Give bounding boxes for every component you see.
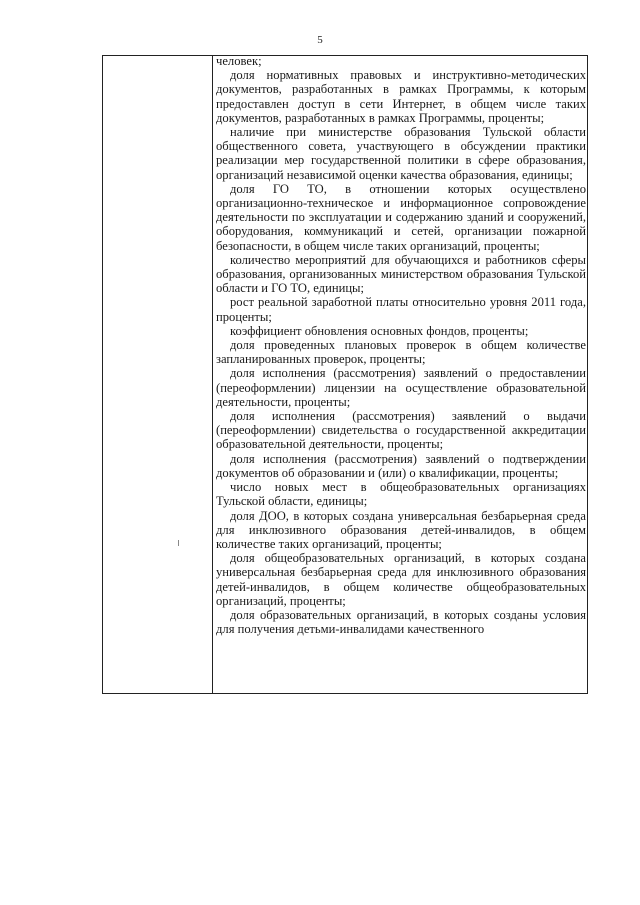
paragraph: доля ГО ТО, в отношении которых осуществлено организационно-техническое и информационное сопровождение деятельности по эксплуатации и содержанию зданий и сооружений, оборудования, коммуникаций и сетей, организации пожарной безопасности, в общем числе таких организаций, проценты;	[216, 181, 586, 253]
paragraph: доля исполнения (рассмотрения) заявлений о подтверждении документов об образовании и (или) о квалификации, проценты;	[216, 451, 586, 480]
scan-artifact	[178, 540, 179, 546]
paragraph: доля проведенных плановых проверок в общем количестве запланированных проверок, проценты;	[216, 338, 586, 367]
paragraph: доля ДОО, в которых создана универсальная безбарьерная среда для инклюзивного образования детей-инвалидов, в общем количестве таких организаций, проценты;	[216, 508, 586, 551]
column-divider	[212, 55, 213, 694]
indicators-text-cell	[216, 54, 586, 694]
paragraph: число новых мест в общеобразовательных организациях Тульской области, единицы;	[216, 480, 586, 509]
paragraph: доля исполнения (рассмотрения) заявлений о выдачи (переоформлении) свидетельства о государственной аккредитации образовательной деятельности, проценты;	[216, 409, 586, 452]
paragraph: доля общеобразовательных организаций, в которых создана универсальная безбарьерная среда для инклюзивного образования детей-инвалидов, в общем количестве общеобразовательных организаций, проценты;	[216, 551, 586, 608]
paragraph: рост реальной заработной платы относительно уровня 2011 года, проценты;	[216, 295, 586, 324]
paragraph: доля исполнения (рассмотрения) заявлений о предоставлении (переоформлении) лицензии на осуществление образовательной деятельности, проценты;	[216, 366, 586, 409]
paragraph: человек;	[216, 54, 262, 68]
paragraph: количество мероприятий для обучающихся и работников сферы образования, организованных министерством образования Тульской области и ГО ТО, единицы;	[216, 252, 586, 296]
paragraph: доля образовательных организаций, в которых созданы условия для получения детьми-инвалидами качественного	[216, 607, 586, 637]
paragraph: коэффициент обновления основных фондов, проценты;	[230, 323, 529, 338]
paragraph: доля нормативных правовых и инструктивно-методических документов, разработанных в рамках Программы, к которым предоставлен доступ в сети Интернет, в общем числе таких документов, разработанных в рамках Программы, проценты;	[216, 68, 586, 125]
paragraph: наличие при министерстве образования Тульской области общественного совета, участвующего в обсуждении практики реализации мер государственной политики в сфере образования, организаций независимой оценки качества образования, единицы;	[216, 125, 586, 182]
page-number: 5	[317, 34, 323, 46]
